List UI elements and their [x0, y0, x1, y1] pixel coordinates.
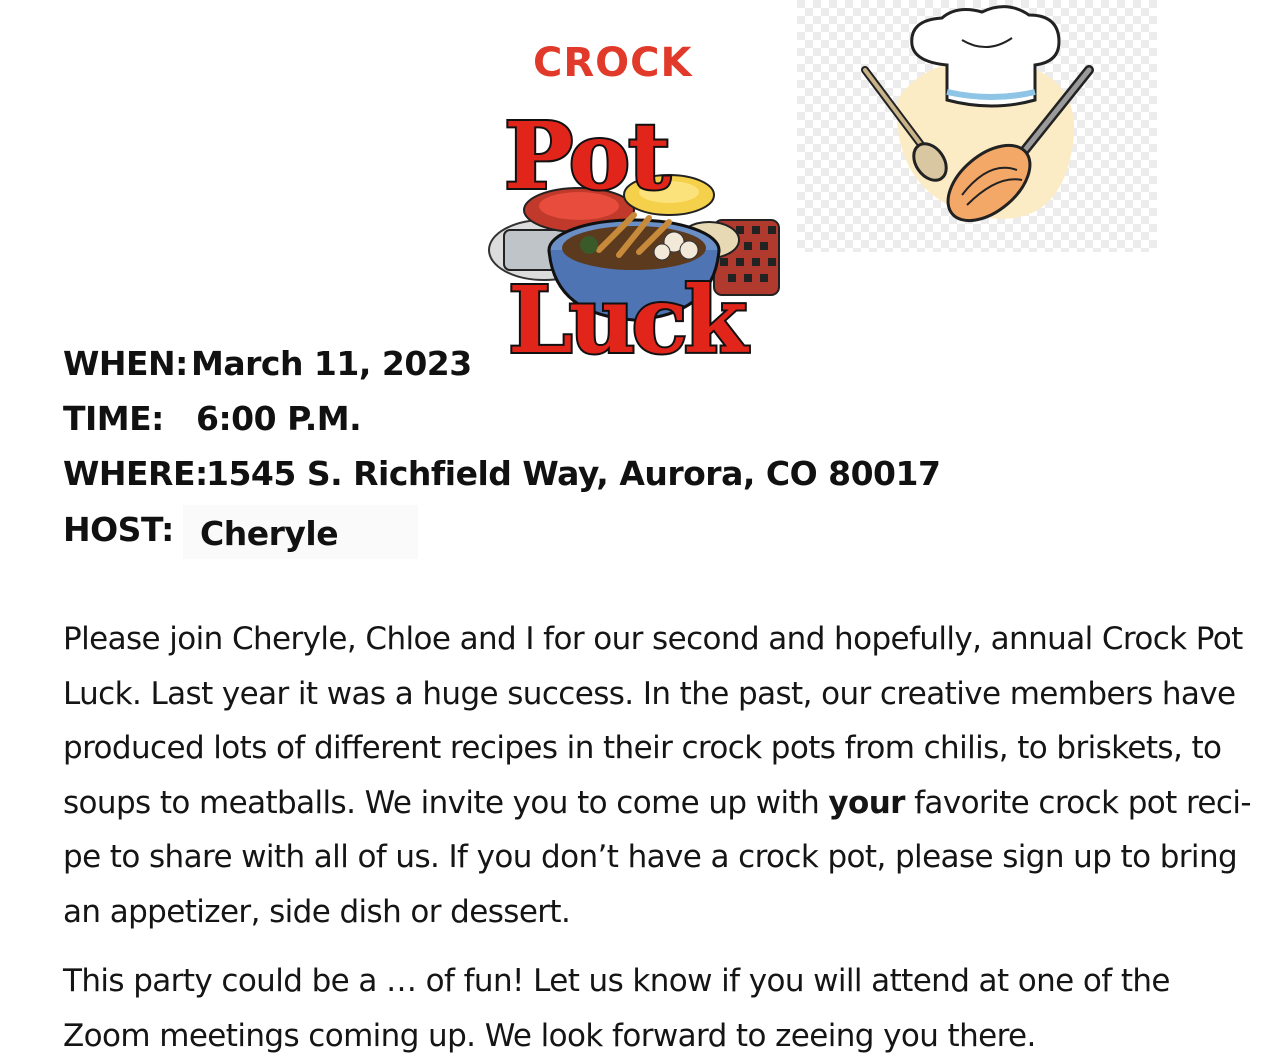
- time-value: 6:00 P.M.: [196, 399, 361, 438]
- time-label: TIME:: [63, 399, 196, 438]
- paragraph-line: This party could be a … of fun! Let us know if you will attend at one of the: [63, 954, 1278, 1009]
- host-label: HOST:: [63, 510, 174, 549]
- paragraph-text: soups to meatballs. We invite you to come up with: [63, 785, 828, 821]
- host-value: Cheryle: [200, 514, 338, 553]
- where-row: [63, 454, 940, 493]
- paragraph-line: Zoom meetings coming up. We look forward to zeeing you there.: [63, 1009, 1278, 1063]
- paragraph-line: Luck. Last year it was a huge success. In the past, our creative members have: [63, 667, 1278, 722]
- where-label: WHERE:: [63, 454, 206, 493]
- paragraph-line: Please join Cheryle, Chloe and I for our second and hopefully, annual Crock Pot: [63, 612, 1278, 667]
- crock-pot-luck-logo: [484, 100, 790, 365]
- when-row: [63, 344, 472, 383]
- paragraph-text: favorite crock pot reci-: [905, 785, 1251, 821]
- when-label: WHEN:: [63, 344, 191, 383]
- paragraph-line: produced lots of different recipes in their crock pots from chilis, to briskets, to: [63, 721, 1278, 776]
- paragraph-line: pe to share with all of us. If you don’t have a crock pot, please sign up to bring: [63, 830, 1278, 885]
- time-row: [63, 399, 361, 438]
- logo-pot-text: Pot: [504, 102, 671, 210]
- when-value: March 11, 2023: [191, 344, 472, 383]
- emphasis-your: your: [828, 785, 904, 821]
- invitation-paragraph: [63, 612, 1278, 939]
- chef-hat-utensils-icon: [797, 0, 1157, 252]
- where-value: 1545 S. Richfield Way, Aurora, CO 80017: [206, 454, 940, 493]
- paragraph-line: [63, 776, 1278, 831]
- closing-paragraph: [63, 954, 1278, 1063]
- logo-luck-text: Luck: [508, 266, 750, 365]
- logo-crock-text: CROCK: [533, 40, 693, 86]
- paragraph-line: an appetizer, side dish or dessert.: [63, 885, 1278, 940]
